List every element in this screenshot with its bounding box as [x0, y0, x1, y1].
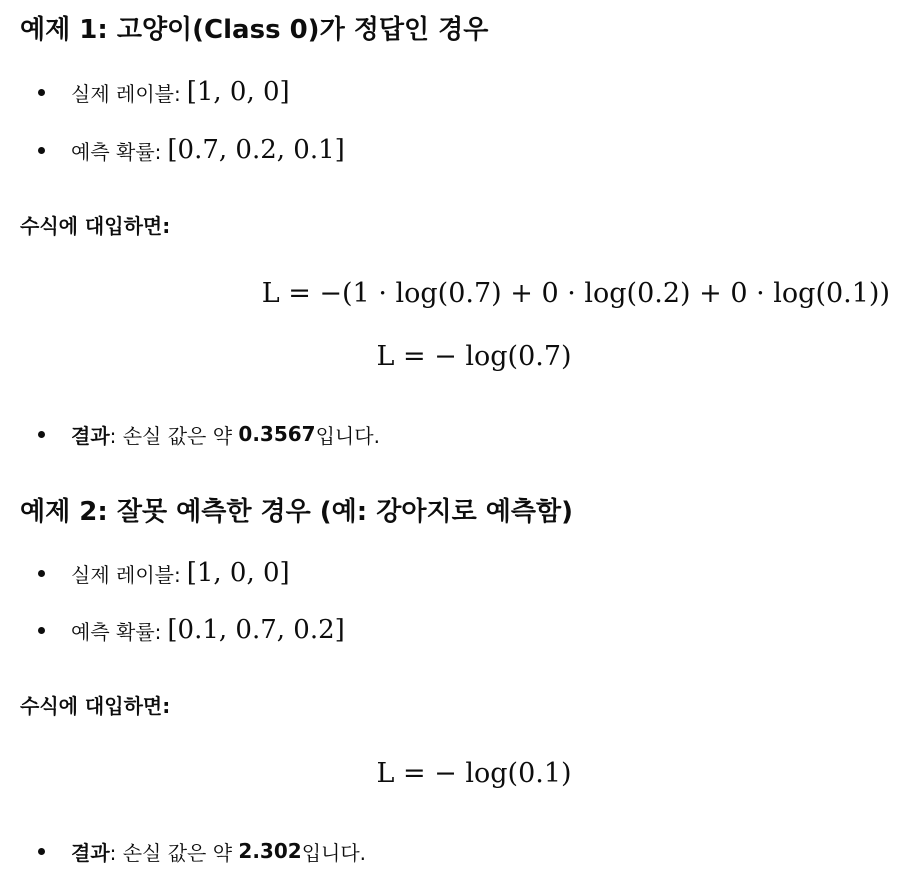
bullet-icon [38, 627, 45, 634]
example-1-pred-item [38, 130, 345, 170]
bullet-icon [38, 147, 45, 154]
bullet-icon [38, 431, 45, 438]
result-label: 결과 [71, 840, 110, 865]
result-tail: 입니다. [315, 423, 380, 448]
example-1-substitute-label: 수식에 대입하면: [20, 214, 171, 238]
example-2-substitute-label: 수식에 대입하면: [20, 694, 171, 718]
result-tail: 입니다. [301, 840, 367, 865]
example-2-equation: L = − log(0.1) [376, 758, 572, 789]
example-1-result-item [38, 414, 380, 454]
example-1-true-label-item [38, 72, 290, 112]
result-value: 2.302 [238, 839, 302, 863]
result-value: 0.3567 [238, 422, 316, 446]
result-text: : 손실 값은 약 [109, 840, 239, 865]
true-label-title: 실제 레이블: [71, 562, 181, 587]
bullet-icon [38, 848, 45, 855]
pred-vector: [0.1, 0.7, 0.2] [167, 615, 345, 645]
pred-title: 예측 확률: [71, 139, 162, 164]
pred-title: 예측 확률: [71, 619, 162, 644]
example-2-pred-item [38, 610, 345, 650]
example-1-equation-full: L = −(1 · log(0.7) + 0 · log(0.2) + 0 · log(0.1)) [261, 278, 890, 309]
example-1-heading: 예제 1: 고양이(Class 0)가 정답인 경우 [20, 15, 489, 45]
pred-vector: [0.7, 0.2, 0.1] [167, 135, 345, 165]
example-2-heading: 예제 2: 잘못 예측한 경우 (예: 강아지로 예측함) [20, 497, 573, 527]
result-text: : 손실 값은 약 [109, 423, 239, 448]
example-2-result-item [38, 831, 366, 871]
bullet-icon [38, 570, 45, 577]
example-2-true-label-item [38, 553, 290, 593]
result-label: 결과 [71, 423, 110, 448]
true-label-title: 실제 레이블: [71, 81, 181, 106]
example-1-equation-simplified: L = − log(0.7) [376, 341, 572, 372]
true-label-vector: [1, 0, 0] [186, 558, 290, 588]
bullet-icon [38, 89, 45, 96]
true-label-vector: [1, 0, 0] [186, 77, 290, 107]
